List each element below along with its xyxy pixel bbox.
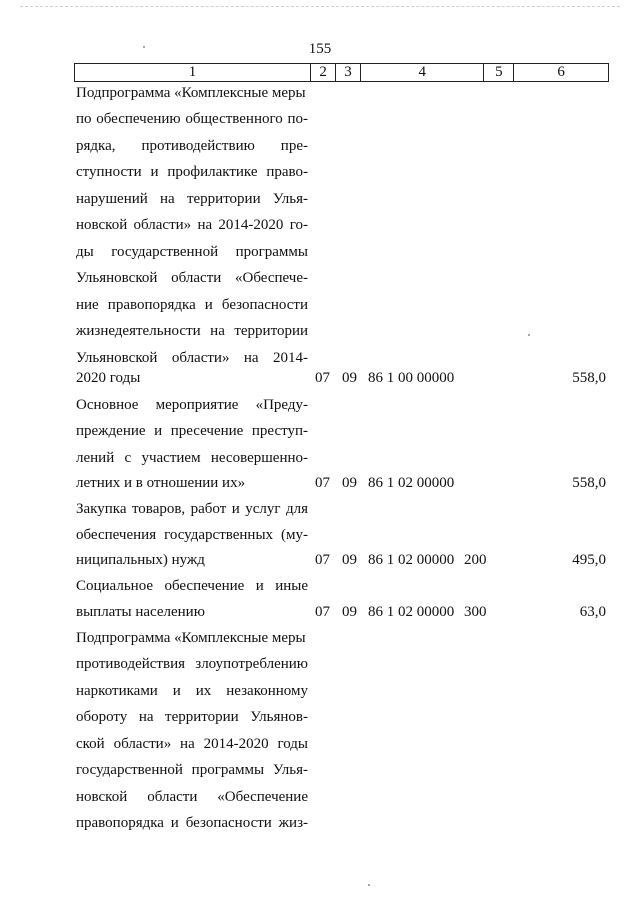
row-text-line: рядка, противодействию пре- (76, 138, 308, 154)
page-number: 155 (308, 41, 332, 57)
row-text-line: преждение и пресечение преступ- (76, 423, 308, 439)
cell-vr: 200 (464, 552, 487, 568)
row-text-line: наркотиками и их незаконному (76, 683, 308, 699)
header-col-6: 6 (557, 64, 565, 80)
header-col-5: 5 (484, 64, 514, 81)
cell-csr: 86 1 02 00000 (368, 475, 455, 491)
cell-sum: 558,0 (572, 475, 606, 491)
cell-rz: 07 (315, 475, 330, 491)
header-col-4: 4 (361, 64, 485, 81)
cell-rz: 07 (315, 604, 330, 620)
row-text-line: государственной программы Улья- (76, 762, 308, 778)
row-text-line: Подпрограмма «Комплексные меры (76, 85, 306, 101)
row-text-line: правопорядка и безопасности жиз- (76, 815, 308, 831)
cell-sum: 63,0 (579, 604, 606, 620)
row-text-line: обеспечения государственных (му- (76, 527, 308, 543)
scan-speck (143, 46, 145, 48)
row-text-line: 2020 годы (76, 370, 141, 386)
row-text-line: обороту на территории Ульянов- (76, 709, 308, 725)
row-text-line: Закупка товаров, работ и услуг для (76, 501, 308, 517)
row-text-line: Ульяновской области «Обеспече- (76, 270, 308, 286)
cell-csr: 86 1 02 00000 (368, 552, 455, 568)
row-text-line: по обеспечению общественного по- (76, 111, 308, 127)
table-header-row (74, 63, 609, 82)
row-text-line: противодействия злоупотреблению (76, 656, 308, 672)
cell-sum: 558,0 (572, 370, 606, 386)
row-text-line: Подпрограмма «Комплексные меры (76, 630, 306, 646)
row-text-line: летних и в отношении их» (76, 475, 246, 491)
header-col-2: 2 (311, 64, 336, 81)
scan-artifact-top (20, 6, 620, 9)
row-text-line: новской области «Обеспечение (76, 789, 308, 805)
row-text-line: выплаты населению (76, 604, 205, 620)
scan-speck (528, 334, 530, 336)
cell-rz: 07 (315, 552, 330, 568)
row-text-line: ступности и профилактике право- (76, 164, 308, 180)
cell-csr: 86 1 00 00000 (368, 370, 455, 386)
row-text-line: Основное мероприятие «Преду- (76, 397, 308, 413)
scan-speck (368, 884, 370, 886)
row-text-line: лений с участием несовершенно- (76, 450, 308, 466)
cell-csr: 86 1 02 00000 (368, 604, 455, 620)
row-text-line: жизнедеятельности на территории (76, 323, 308, 339)
row-text-line: нарушений на территории Улья- (76, 191, 308, 207)
header-col-3: 3 (336, 64, 361, 81)
cell-vr: 300 (464, 604, 487, 620)
row-text-line: Ульяновской области» на 2014- (76, 350, 308, 366)
row-text-line: новской области» на 2014-2020 го- (76, 217, 308, 233)
row-text-line: Социальное обеспечение и иные (76, 578, 308, 594)
cell-sum: 495,0 (572, 552, 606, 568)
cell-rz: 07 (315, 370, 330, 386)
cell-pr: 09 (342, 552, 357, 568)
cell-pr: 09 (342, 604, 357, 620)
row-text-line: ской области» на 2014-2020 годы (76, 736, 308, 752)
cell-pr: 09 (342, 370, 357, 386)
row-text-line: ниципальных) нужд (76, 552, 205, 568)
header-col-1: 1 (75, 64, 311, 81)
row-text-line: ды государственной программы (76, 244, 308, 260)
cell-pr: 09 (342, 475, 357, 491)
row-text-line: ние правопорядка и безопасности (76, 297, 308, 313)
